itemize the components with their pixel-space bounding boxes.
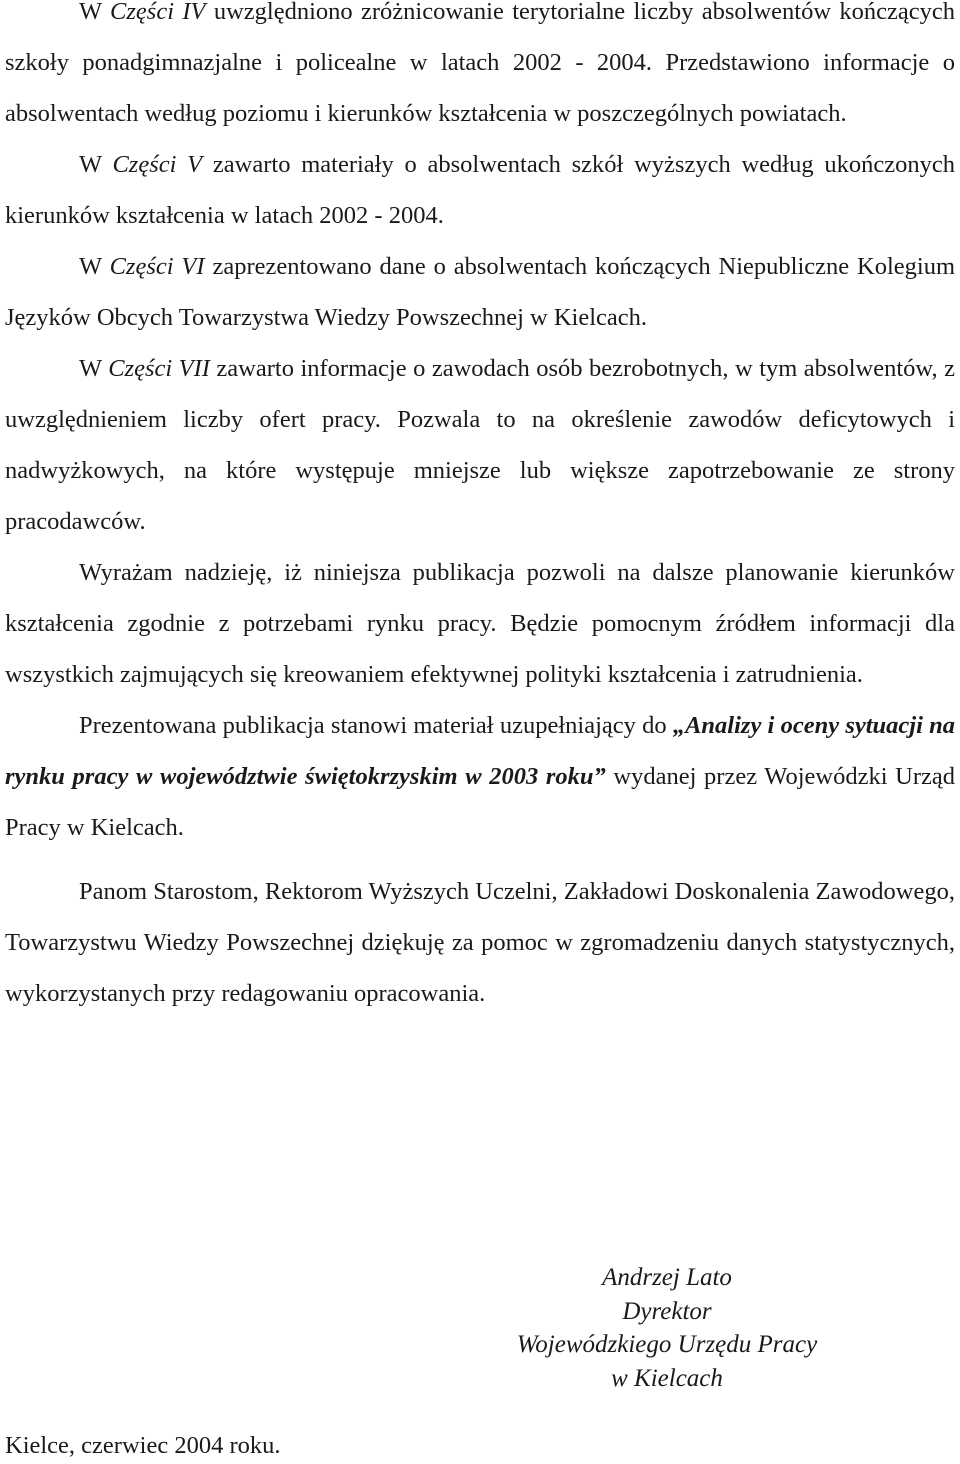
- paragraph-lead: W: [79, 355, 109, 382]
- paragraph-text: zawarto materiały o absolwentach szkół wyższych według ukończonych kierunków kształcenia w latach 2002 - 2004.: [5, 151, 955, 229]
- paragraph-thanks: Panom Starostom, Rektorom Wyższych Uczelni, Zakładowi Doskonalenia Zawodowego, Towarzystwu Wiedzy Powszechnej dziękuję za pomoc w zgromadzeniu danych statystycznych, wykorzystanych przy redagowaniu opracowania.: [5, 878, 955, 1007]
- paragraph-text: zaprezentowano dane o absolwentach kończących Niepubliczne Kolegium Języków Obcych Towarzystwa Wiedzy Powszechnej w Kielcach.: [5, 253, 955, 331]
- paragraph-part-v: [5, 139, 955, 241]
- paragraph-lead: W: [79, 0, 111, 25]
- paragraph-text: Prezentowana publikacja stanowi materiał uzupełniający do: [79, 712, 673, 739]
- paragraph-part-vi: [5, 241, 955, 343]
- place-and-date: Kielce, czerwiec 2004 roku.: [5, 1432, 281, 1459]
- signature-name: Andrzej Lato: [602, 1264, 732, 1291]
- signature-office: Wojewódzkiego Urzędu Pracy: [516, 1331, 818, 1358]
- paragraph-publication: [5, 700, 955, 853]
- paragraph-hope: Wyrażam nadzieję, iż niniejsza publikacja pozwoli na dalsze planowanie kierunków kształcenia zgodnie z potrzebami rynku pracy. Będzie pomocnym źródłem informacji dla wszystkich zajmujących się kreowaniem efektywnej polityki kształcenia i zatrudnienia.: [5, 559, 955, 688]
- signature-city: w Kielcach: [611, 1364, 723, 1392]
- part-reference: Części VII: [108, 355, 210, 382]
- paragraph-text: uwzględniono zróżnicowanie terytorialne liczby absolwentów kończących szkoły ponadgimnazjalne i policealne w latach 2002 - 2004. Przedstawiono informacje o absolwentach według poziomu i kierunków kształcenia w poszczególnych powiatach.: [5, 0, 955, 127]
- publication-title: „Analizy i oceny sytuacji na rynku pracy w województwie świętokrzyskim w 2003 roku”: [5, 712, 956, 790]
- paragraph-lead: W: [79, 253, 110, 280]
- paragraph-lead: W: [79, 151, 113, 178]
- signature-role: Dyrektor: [622, 1297, 712, 1325]
- document-body: [5, 0, 955, 1019]
- part-reference: Części V: [112, 151, 203, 178]
- paragraph-part-vii: [5, 343, 955, 547]
- signature-block: [487, 1261, 847, 1395]
- paragraph-text: wydanej przez Wojewódzki Urząd Pracy w Kielcach.: [5, 763, 956, 841]
- paragraph-part-iv: [5, 0, 955, 139]
- paragraph-text: zawarto informacje o zawodach osób bezrobotnych, w tym absolwentów, z uwzględnieniem liczby ofert pracy. Pozwala to na określenie zawodów deficytowych i nadwyżkowych, na które występuje mniejsze lub większe zapotrzebowanie ze strony pracodawców.: [5, 355, 955, 535]
- part-reference: Części VI: [109, 253, 205, 280]
- part-reference: Części IV: [110, 0, 206, 25]
